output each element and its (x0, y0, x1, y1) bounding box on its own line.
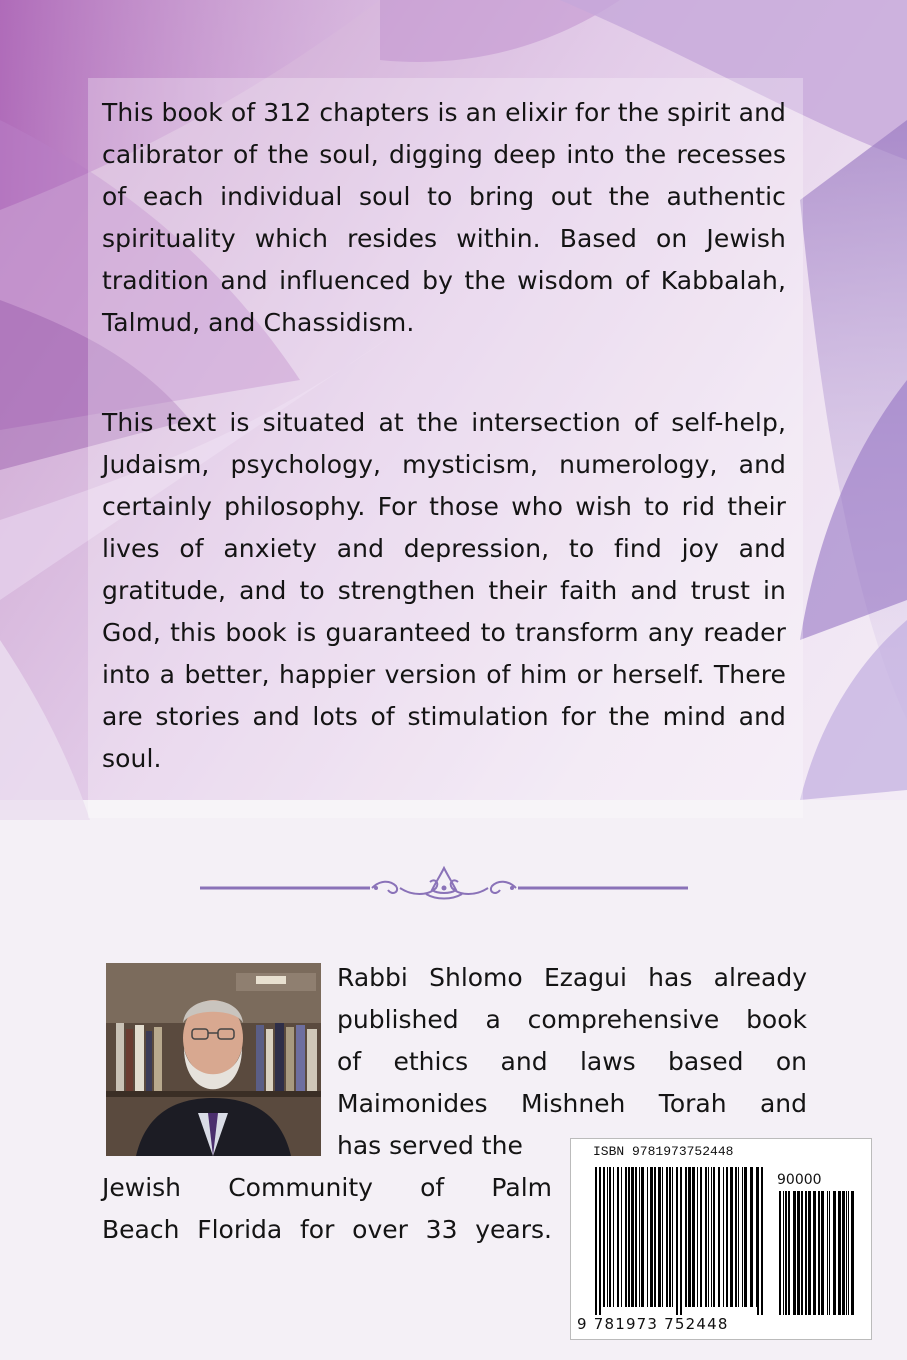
barcode-bar (631, 1167, 634, 1307)
barcode-bar (730, 1167, 733, 1307)
barcode-bar (658, 1167, 661, 1307)
barcode-bar (650, 1167, 653, 1307)
barcode-bar (654, 1167, 656, 1307)
barcode-bar (818, 1191, 820, 1315)
description-paragraph-2: This text is situated at the intersection of self-help, Judaism, psychology, mysticism, numerology, and certainly philosophy. For those who wish to rid their lives of anxiety and depression, to find joy and gratitude, and to strengthen their faith and trust in God, this book is guaranteed to transform any reader into a better, happier version of him or herself. There are stories and lots of stimulation for the mind and soul. (102, 408, 786, 773)
barcode-bar (680, 1167, 682, 1315)
barcode-bar (742, 1167, 743, 1307)
author-bio-right-column (337, 957, 807, 1167)
barcode-bar (613, 1167, 614, 1307)
barcode-bar (718, 1167, 720, 1307)
barcode-bar (829, 1191, 830, 1315)
barcode-bar (713, 1167, 715, 1307)
barcode-bar (662, 1167, 663, 1307)
barcode-bar (801, 1191, 803, 1315)
barcode-bar (779, 1191, 781, 1315)
barcode-bar (851, 1191, 854, 1315)
ornamental-divider (200, 860, 688, 912)
bio-line-1: Rabbi Shlomo Ezagui has already (337, 963, 807, 992)
barcode-bar (692, 1167, 695, 1307)
barcode-bar (708, 1167, 709, 1307)
barcode-bar (609, 1167, 611, 1307)
barcode-bar (726, 1167, 728, 1307)
isbn-label: ISBN 9781973752448 (593, 1144, 734, 1159)
barcode-bar (685, 1167, 687, 1307)
barcode-bar (628, 1167, 630, 1307)
barcode-bar (797, 1191, 800, 1315)
barcode-bar (735, 1167, 737, 1307)
barcode-bar (672, 1167, 673, 1307)
barcode-bar (595, 1167, 597, 1315)
barcode-bar (697, 1167, 698, 1307)
isbn-barcode (570, 1138, 872, 1340)
bio-line-4: Maimonides Mishneh Torah and (337, 1089, 807, 1118)
barcode-bar (842, 1191, 845, 1315)
barcode-bar (785, 1191, 787, 1315)
barcode-bar (705, 1167, 707, 1307)
barcode-bar (793, 1191, 796, 1315)
barcode-bar (838, 1191, 841, 1315)
barcode-bar (688, 1167, 691, 1307)
barcode-bar (827, 1191, 828, 1315)
barcode-bar (641, 1167, 644, 1307)
barcode-bar (808, 1191, 811, 1315)
barcode-bar (821, 1191, 824, 1315)
barcode-bar (783, 1191, 784, 1315)
barcode-bars (581, 1167, 863, 1317)
barcode-bar (711, 1167, 712, 1307)
barcode-bar (676, 1167, 678, 1315)
bio-line-7: Beach Florida for over 33 years. (102, 1215, 552, 1244)
barcode-bar (761, 1167, 763, 1315)
bio-line-5: has served the (337, 1131, 523, 1160)
barcode-bar (639, 1167, 640, 1307)
barcode-bar (788, 1191, 790, 1315)
author-photo (106, 963, 321, 1156)
barcode-bar (848, 1191, 849, 1315)
barcode-bar (647, 1167, 648, 1307)
barcode-bar (805, 1191, 807, 1315)
price-code: 90000 (777, 1172, 822, 1188)
author-bio-continuation (102, 1167, 552, 1251)
bio-line-3: of ethics and laws based on (337, 1047, 807, 1076)
barcode-bar (617, 1167, 619, 1307)
barcode-bar (635, 1167, 637, 1307)
barcode-bar (757, 1167, 759, 1315)
barcode-bar (666, 1167, 668, 1307)
barcode-bar (700, 1167, 702, 1307)
barcode-bar (607, 1167, 608, 1307)
bio-line-2: published a comprehensive book (337, 1005, 807, 1034)
ean-digits: 9 781973 752448 (577, 1315, 729, 1333)
barcode-bar (603, 1167, 605, 1307)
barcode-bar (813, 1191, 816, 1315)
barcode-bar (723, 1167, 724, 1307)
barcode-bar (599, 1167, 601, 1315)
description-paragraph-1: This book of 312 chapters is an elixir for the spirit and calibrator of the soul, digging deep into the recesses of each individual soul to bring out the authentic spirituality which resides within. Based on Jewish tradition and influenced by the wisdom of Kabbalah, Talmud, and Chassidism. (102, 98, 786, 337)
barcode-bar (621, 1167, 622, 1307)
bio-line-6: Jewish Community of Palm (102, 1173, 552, 1202)
barcode-bar (750, 1167, 753, 1307)
barcode-bar (744, 1167, 747, 1307)
barcode-bar (833, 1191, 836, 1315)
barcode-bar (738, 1167, 739, 1307)
barcode-bar (625, 1167, 627, 1307)
barcode-bar (669, 1167, 671, 1307)
barcode-bar (846, 1191, 847, 1315)
